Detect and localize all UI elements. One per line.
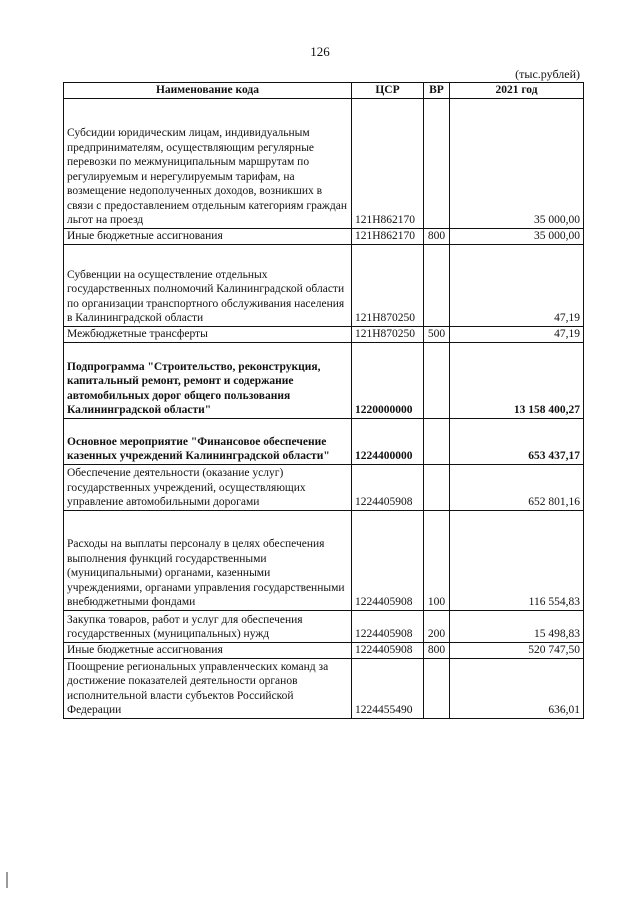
row-vr: 800 (424, 228, 450, 244)
row-csr: 1220000000 (352, 342, 424, 418)
table-row (64, 98, 584, 228)
row-vr: 500 (424, 326, 450, 342)
row-sum: 636,01 (450, 658, 584, 718)
table-row (64, 228, 584, 244)
row-vr: 800 (424, 642, 450, 658)
row-name: Межбюджетные трансферты (64, 326, 352, 342)
row-vr (424, 418, 450, 464)
row-vr (424, 244, 450, 326)
header-csr: ЦСР (352, 83, 424, 99)
row-name: Поощрение региональных управленческих команд за достижение показателей деятельности органов исполнительной власти субъектов Российской Федерации (64, 658, 352, 718)
header-sum: 2021 год (450, 83, 584, 99)
row-name: Закупка товаров, работ и услуг для обеспечения государственных (муниципальных) нужд (64, 610, 352, 642)
row-vr (424, 98, 450, 228)
table-row (64, 464, 584, 510)
row-sum: 47,19 (450, 326, 584, 342)
row-csr: 121H862170 (352, 228, 424, 244)
table-row (64, 342, 584, 418)
row-csr: 121H870250 (352, 326, 424, 342)
row-name: Субвенции на осуществление отдельных государственных полномочий Калининградской области по организации транспортного обслуживания населения в Калининградской области (64, 244, 352, 326)
row-name: Обеспечение деятельности (оказание услуг) государственных учреждений, осуществляющих управление автомобильными дорогами (64, 464, 352, 510)
page-number: 126 (310, 44, 330, 59)
header-name: Наименование кода (64, 83, 352, 99)
table-header-row (64, 83, 584, 99)
row-csr: 1224455490 (352, 658, 424, 718)
row-sum: 13 158 400,27 (450, 342, 584, 418)
table-row (64, 642, 584, 658)
row-sum: 35 000,00 (450, 98, 584, 228)
units-label: (тыс.рублей) (515, 67, 580, 81)
row-sum: 652 801,16 (450, 464, 584, 510)
row-vr: 100 (424, 510, 450, 610)
row-sum: 15 498,83 (450, 610, 584, 642)
row-name: Основное мероприятие "Финансовое обеспечение казенных учреждений Калининградской области" (64, 418, 352, 464)
row-csr: 121H862170 (352, 98, 424, 228)
scan-edge-mark (6, 872, 8, 888)
table-row (64, 418, 584, 464)
budget-table (63, 82, 584, 719)
row-vr (424, 342, 450, 418)
row-sum: 520 747,50 (450, 642, 584, 658)
table-row (64, 610, 584, 642)
row-csr: 1224405908 (352, 464, 424, 510)
row-vr (424, 658, 450, 718)
row-csr: 1224405908 (352, 510, 424, 610)
row-csr: 121H870250 (352, 244, 424, 326)
table-row (64, 510, 584, 610)
header-vr: ВР (424, 83, 450, 99)
table-row (64, 658, 584, 718)
row-vr (424, 464, 450, 510)
row-csr: 1224400000 (352, 418, 424, 464)
row-csr: 1224405908 (352, 610, 424, 642)
table-row (64, 326, 584, 342)
row-name: Подпрограмма "Строительство, реконструкция, капитальный ремонт, ремонт и содержание автомобильных дорог общего пользования Калининградской области" (64, 342, 352, 418)
table-row (64, 244, 584, 326)
row-sum: 116 554,83 (450, 510, 584, 610)
row-name: Иные бюджетные ассигнования (64, 642, 352, 658)
row-sum: 653 437,17 (450, 418, 584, 464)
row-name: Иные бюджетные ассигнования (64, 228, 352, 244)
row-csr: 1224405908 (352, 642, 424, 658)
row-vr: 200 (424, 610, 450, 642)
row-sum: 35 000,00 (450, 228, 584, 244)
row-name: Субсидии юридическим лицам, индивидуальным предпринимателям, осуществляющим регулярные перевозки по межмуниципальным маршрутам по регулируемым и нерегулируемым тарифам, на возмещение недополученных доходов, возникших в связи с предоставлением отдельным категориям граждан льгот на проезд (64, 98, 352, 228)
row-sum: 47,19 (450, 244, 584, 326)
row-name: Расходы на выплаты персоналу в целях обеспечения выполнения функций государственными (муниципальными) органами, казенными учреждениями, органами управления государственными внебюджетными фондами (64, 510, 352, 610)
